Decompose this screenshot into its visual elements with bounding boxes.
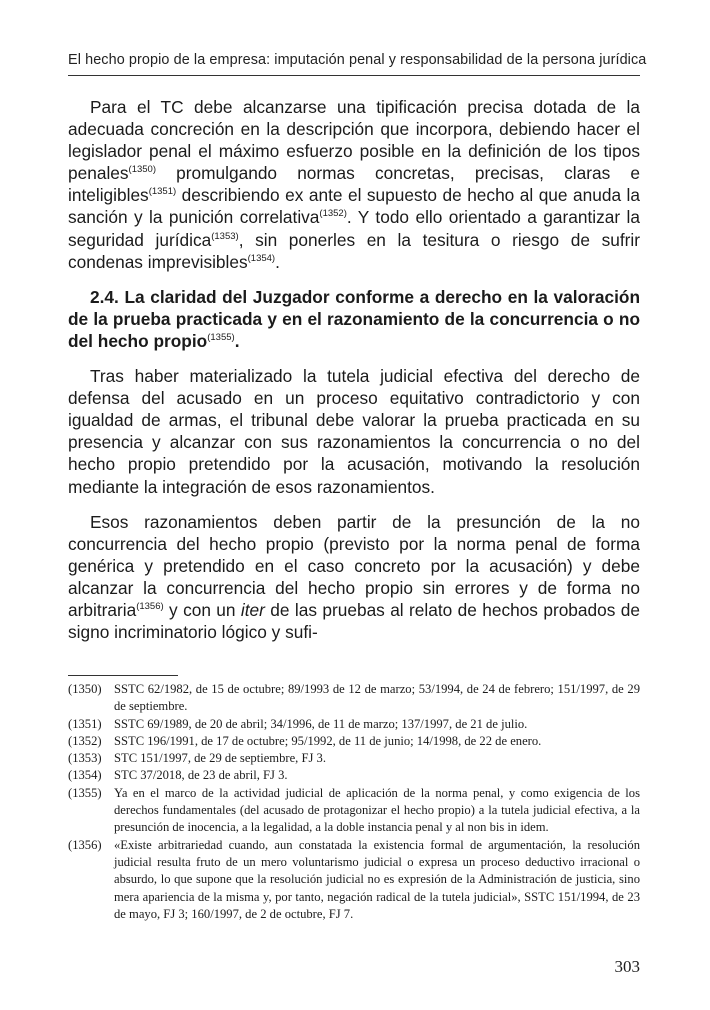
footnotes	[68, 681, 640, 923]
footnote-ref-1352[interactable]: (1352)	[319, 208, 347, 220]
footnote	[68, 837, 640, 923]
paragraph-2: Tras haber materializado la tutela judicial efectiva del derecho de defensa del acusado en un proceso equitativo contradictorio y con igualdad de armas, el tribunal debe valorar la prueba practicada en su presencia y alcanzar con sus razonamientos la concurrencia o no del hecho propio pretendido por la acusación, motivando la resolución mediante la integración de esos razonamientos.	[68, 366, 640, 497]
text-run: promulgando normas concretas, precisas, claras e inteligibles	[68, 163, 640, 206]
footnote-text: STC 37/2018, de 23 de abril, FJ 3.	[114, 768, 288, 783]
text-run: Para el TC debe alcanzarse una tipificación precisa dotada de la adecuada concreción en la descripción que incorpora, debiendo hacer el legislador penal el máximo esfuerzo posible en la definición de los tipos penales	[68, 97, 640, 184]
footnote-text: «Existe arbitrariedad cuando, aun constatada la existencia formal de argumentación, la resolución judicial resulta fruto de un mero voluntarismo judicial o expresa un proceso deductivo irracional o absurdo, lo que supone que la resolución judicial no es expresión de la Administración de justicia, sino mera apariencia de la misma y, por tanto, negación radical de la tutela judicial», SSTC 151/1994, de 23 de mayo, FJ 3; 160/1997, de 2 de octubre, FJ 7.	[114, 837, 640, 921]
footnote-ref-1353[interactable]: (1353)	[211, 230, 239, 242]
footnote	[68, 750, 640, 767]
footnote-text: STC 151/1997, de 29 de septiembre, FJ 3.	[114, 751, 326, 766]
main-text	[68, 96, 640, 643]
book-page	[68, 0, 647, 1010]
footnote-number: (1350)	[68, 682, 102, 696]
footnote-text: SSTC 69/1989, de 20 de abril; 34/1996, de 11 de marzo; 137/1997, de 21 de julio.	[114, 716, 528, 731]
text-run: y con un	[163, 599, 241, 620]
section-heading-text: 2.4. La claridad del Juzgador conforme a derecho en la valoración de la prueba practicada y en el razonamiento de la concurrencia o no del hecho propio	[68, 286, 640, 351]
footnote-number: (1352)	[68, 733, 102, 748]
footnote-ref-1351[interactable]: (1351)	[148, 186, 177, 198]
footnote-text: SSTC 196/1991, de 17 de octubre; 95/1992, de 11 de junio; 14/1998, de 22 de enero.	[114, 733, 542, 748]
footnote	[68, 767, 640, 784]
footnote-number: (1354)	[68, 768, 102, 783]
footnote	[68, 733, 640, 750]
header-rule	[68, 75, 640, 76]
text-run: . Y todo ello orientado a garantizar la seguridad jurídica	[68, 207, 640, 250]
text-run: Esos razonamientos deben partir de la presunción de la no concurrencia del hecho propio (previsto por la norma penal de forma genérica y pretendido en el caso concreto por la acusación) y debe alcanzar la concurrencia del hecho propio sin errores y de forma no arbitraria	[68, 511, 640, 620]
footnote-text: Ya en el marco de la actividad judicial de aplicación de la norma penal, y como exigencia de los derechos fundamentales (del acusado de protagonizar el hecho propio) a la tutela judicial efectiva, a la presunción de inocencia, a la legalidad, a la doble instancia penal y al non bis in idem.	[114, 785, 640, 835]
running-head: El hecho propio de la empresa: imputación penal y responsabilidad de la persona jurídica	[68, 52, 647, 68]
paragraph-3	[68, 511, 640, 644]
footnote-ref-1356[interactable]: (1356)	[136, 600, 164, 612]
footnote	[68, 681, 640, 716]
italic-term: iter	[240, 599, 265, 620]
footnote-ref-1350[interactable]: (1350)	[128, 164, 157, 176]
footnote	[68, 716, 640, 733]
footnote-text: SSTC 62/1982, de 15 de octubre; 89/1993 de 12 de marzo; 53/1994, de 24 de febrero; 151/1997, de 29 de septiembre.	[114, 682, 640, 714]
page-number: 303	[614, 957, 640, 976]
footnote-ref-1354[interactable]: (1354)	[247, 252, 276, 264]
footnote-number: (1351)	[68, 716, 102, 731]
footnote-number: (1355)	[68, 785, 102, 800]
text-run: describiendo ex ante el supuesto de hecho al que anuda la sanción y la punición correlativa	[68, 185, 640, 228]
section-heading	[68, 286, 640, 352]
footnote-separator	[68, 675, 178, 676]
text-run: de las pruebas al relato de hechos probados de signo incriminatorio lógico y sufi-	[68, 599, 640, 643]
footnote	[68, 785, 640, 837]
footnote-ref-1355[interactable]: (1355)	[207, 331, 235, 343]
text-run: .	[275, 251, 280, 272]
text-run: .	[234, 330, 240, 351]
paragraph-1	[68, 96, 640, 273]
footnote-number: (1356)	[68, 837, 102, 852]
text-run: , sin ponerles en la tesitura o riesgo de sufrir condenas imprevisibles	[68, 229, 640, 272]
footnote-number: (1353)	[68, 751, 102, 766]
